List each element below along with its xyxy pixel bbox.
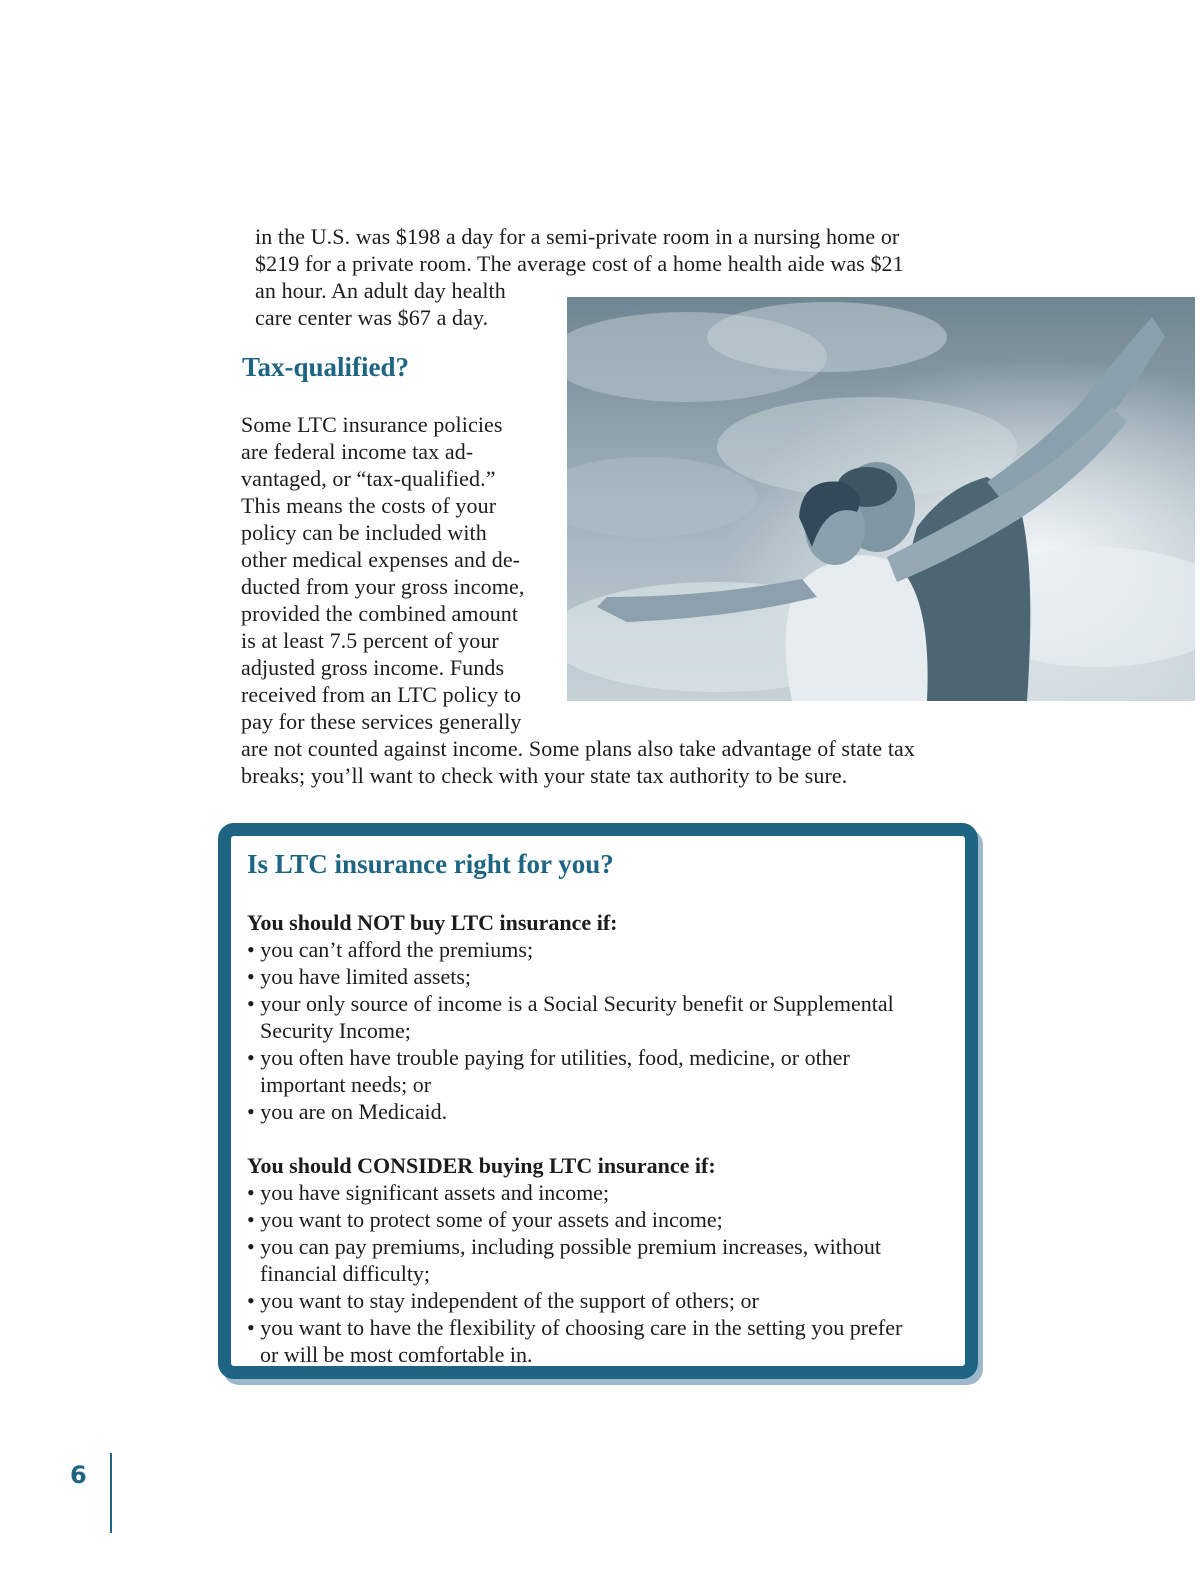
intro-line: an hour. An adult day health bbox=[255, 278, 506, 303]
consider-item: • you want to protect some of your assets and income; bbox=[247, 1207, 723, 1232]
consider-item: • you have significant assets and income; bbox=[247, 1180, 610, 1205]
couple-sky-photo bbox=[567, 297, 1195, 701]
tax-line: is at least 7.5 percent of your bbox=[241, 628, 499, 653]
tax-line: This means the costs of your bbox=[241, 493, 497, 518]
tax-line: vantaged, or “tax-qualified.” bbox=[241, 466, 496, 491]
tax-line: pay for these services generally bbox=[241, 709, 522, 734]
tax-line: provided the combined amount bbox=[241, 601, 519, 626]
consider-item: • you want to stay independent of the support of others; or bbox=[247, 1288, 759, 1313]
page-number: 6 bbox=[70, 1461, 87, 1489]
tax-line: breaks; you’ll want to check with your state tax authority to be sure. bbox=[241, 763, 848, 788]
tax-line: received from an LTC policy to bbox=[241, 682, 522, 707]
tax-line: ducted from your gross income, bbox=[241, 574, 525, 599]
not-buy-item-continued: important needs; or bbox=[260, 1072, 432, 1097]
consider-item: • you can pay premiums, including possible premium increases, without bbox=[247, 1234, 881, 1259]
not-buy-item: • you often have trouble paying for utilities, food, medicine, or other bbox=[247, 1045, 850, 1070]
section-heading-tax-qualified: Tax-qualified? bbox=[242, 352, 410, 382]
not-buy-item-continued: Security Income; bbox=[260, 1018, 411, 1043]
tax-line: adjusted gross income. Funds bbox=[241, 655, 505, 680]
not-buy-item: • you can’t afford the premiums; bbox=[247, 937, 534, 962]
consider-item: • you want to have the flexibility of choosing care in the setting you prefer bbox=[247, 1315, 903, 1340]
photo-illustration bbox=[567, 297, 1195, 701]
intro-line: care center was $67 a day. bbox=[255, 305, 489, 330]
tax-line: are federal income tax ad- bbox=[241, 439, 474, 464]
intro-line: $219 for a private room. The average cost of a home health aide was $21 bbox=[255, 251, 904, 276]
tax-line: are not counted against income. Some plans also take advantage of state tax bbox=[241, 736, 915, 761]
not-buy-heading: You should NOT buy LTC insurance if: bbox=[247, 910, 618, 935]
consider-item-continued: financial difficulty; bbox=[260, 1261, 431, 1286]
ltc-callout-box bbox=[218, 823, 978, 1379]
tax-line: policy can be included with bbox=[241, 520, 487, 545]
callout-title: Is LTC insurance right for you? bbox=[247, 849, 614, 879]
not-buy-item: • you are on Medicaid. bbox=[247, 1099, 448, 1124]
tax-line: other medical expenses and de- bbox=[241, 547, 521, 572]
not-buy-item: • your only source of income is a Social Security benefit or Supplemental bbox=[247, 991, 894, 1016]
intro-line: in the U.S. was $198 a day for a semi-private room in a nursing home or bbox=[255, 224, 900, 249]
consider-item-continued: or will be most comfortable in. bbox=[260, 1342, 533, 1367]
consider-heading: You should CONSIDER buying LTC insurance if: bbox=[247, 1153, 716, 1178]
not-buy-item: • you have limited assets; bbox=[247, 964, 471, 989]
tax-line: Some LTC insurance policies bbox=[241, 412, 503, 437]
page-number-rule bbox=[110, 1453, 112, 1533]
